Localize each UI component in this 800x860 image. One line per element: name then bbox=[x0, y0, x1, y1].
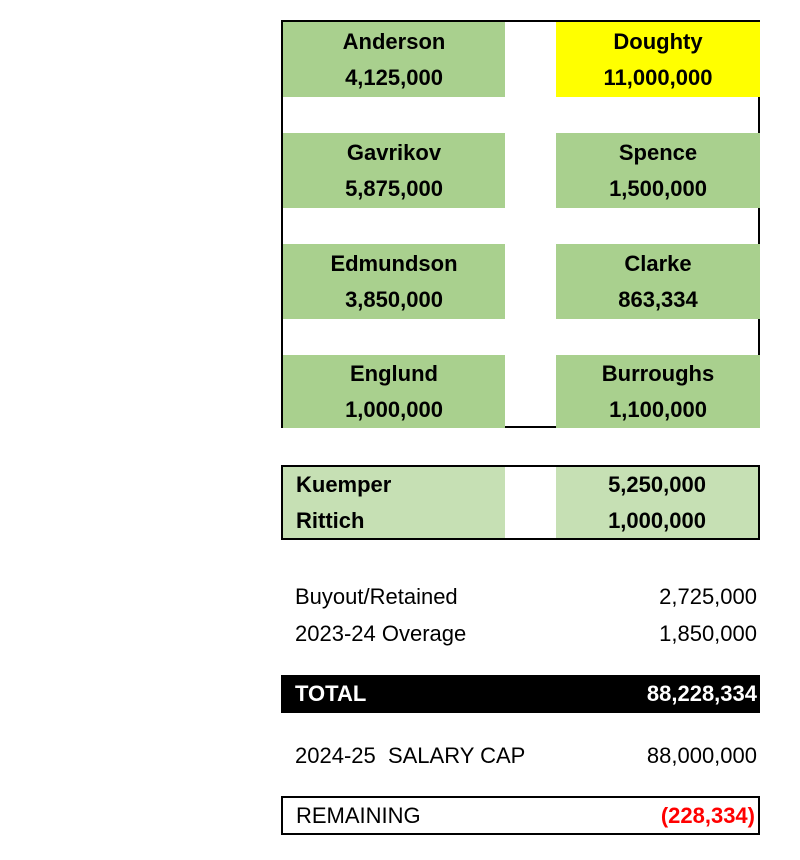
adjustment-row bbox=[295, 579, 757, 615]
player-salary: 11,000,000 bbox=[603, 64, 713, 90]
player-name: Doughty bbox=[613, 28, 703, 54]
adjustment-row bbox=[295, 616, 757, 652]
player-salary: 4,125,000 bbox=[345, 64, 443, 90]
player-salary: 5,875,000 bbox=[345, 175, 443, 201]
player-name: Englund bbox=[350, 360, 438, 386]
total-value: 88,228,334 bbox=[646, 681, 757, 706]
player-name: Spence bbox=[618, 139, 698, 165]
player-name: Burroughs bbox=[601, 360, 715, 386]
player-cell-highlighted bbox=[556, 22, 760, 97]
remaining-row bbox=[281, 796, 760, 835]
salary-cap-label: 2024-25 SALARY CAP bbox=[295, 743, 526, 768]
remaining-value: (228,334) bbox=[660, 802, 755, 828]
player-salary: 863,334 bbox=[618, 286, 698, 312]
salary-cap-value: 88,000,000 bbox=[646, 743, 757, 768]
player-cell bbox=[283, 244, 505, 319]
salary-cap-row bbox=[295, 738, 757, 774]
player-cell bbox=[556, 133, 760, 208]
player-cell bbox=[556, 244, 760, 319]
goalie-box bbox=[281, 465, 760, 540]
goalie-name: Rittich bbox=[296, 508, 365, 533]
adjustment-value: 1,850,000 bbox=[659, 621, 757, 646]
player-name: Clarke bbox=[624, 250, 692, 276]
player-salary: 1,000,000 bbox=[345, 396, 443, 422]
total-label: TOTAL bbox=[295, 681, 367, 706]
player-cell bbox=[283, 133, 505, 208]
goalie-name: Kuemper bbox=[296, 472, 392, 497]
remaining-label: REMAINING bbox=[296, 802, 421, 828]
adjustment-label: 2023-24 Overage bbox=[295, 621, 467, 646]
player-cell bbox=[283, 22, 505, 97]
defense-grid bbox=[281, 20, 760, 428]
goalie-salary: 1,000,000 bbox=[608, 508, 706, 533]
total-row bbox=[281, 675, 760, 713]
player-cell bbox=[283, 355, 505, 428]
goalie-salary: 5,250,000 bbox=[608, 472, 706, 497]
adjustment-value: 2,725,000 bbox=[659, 584, 757, 609]
adjustment-label: Buyout/Retained bbox=[295, 584, 458, 609]
player-salary: 1,500,000 bbox=[609, 175, 707, 201]
player-cell bbox=[556, 355, 760, 428]
player-name: Edmundson bbox=[330, 250, 458, 276]
player-name: Gavrikov bbox=[346, 139, 442, 165]
player-name: Anderson bbox=[342, 28, 446, 54]
player-salary: 3,850,000 bbox=[345, 286, 443, 312]
player-salary: 1,100,000 bbox=[609, 396, 707, 422]
